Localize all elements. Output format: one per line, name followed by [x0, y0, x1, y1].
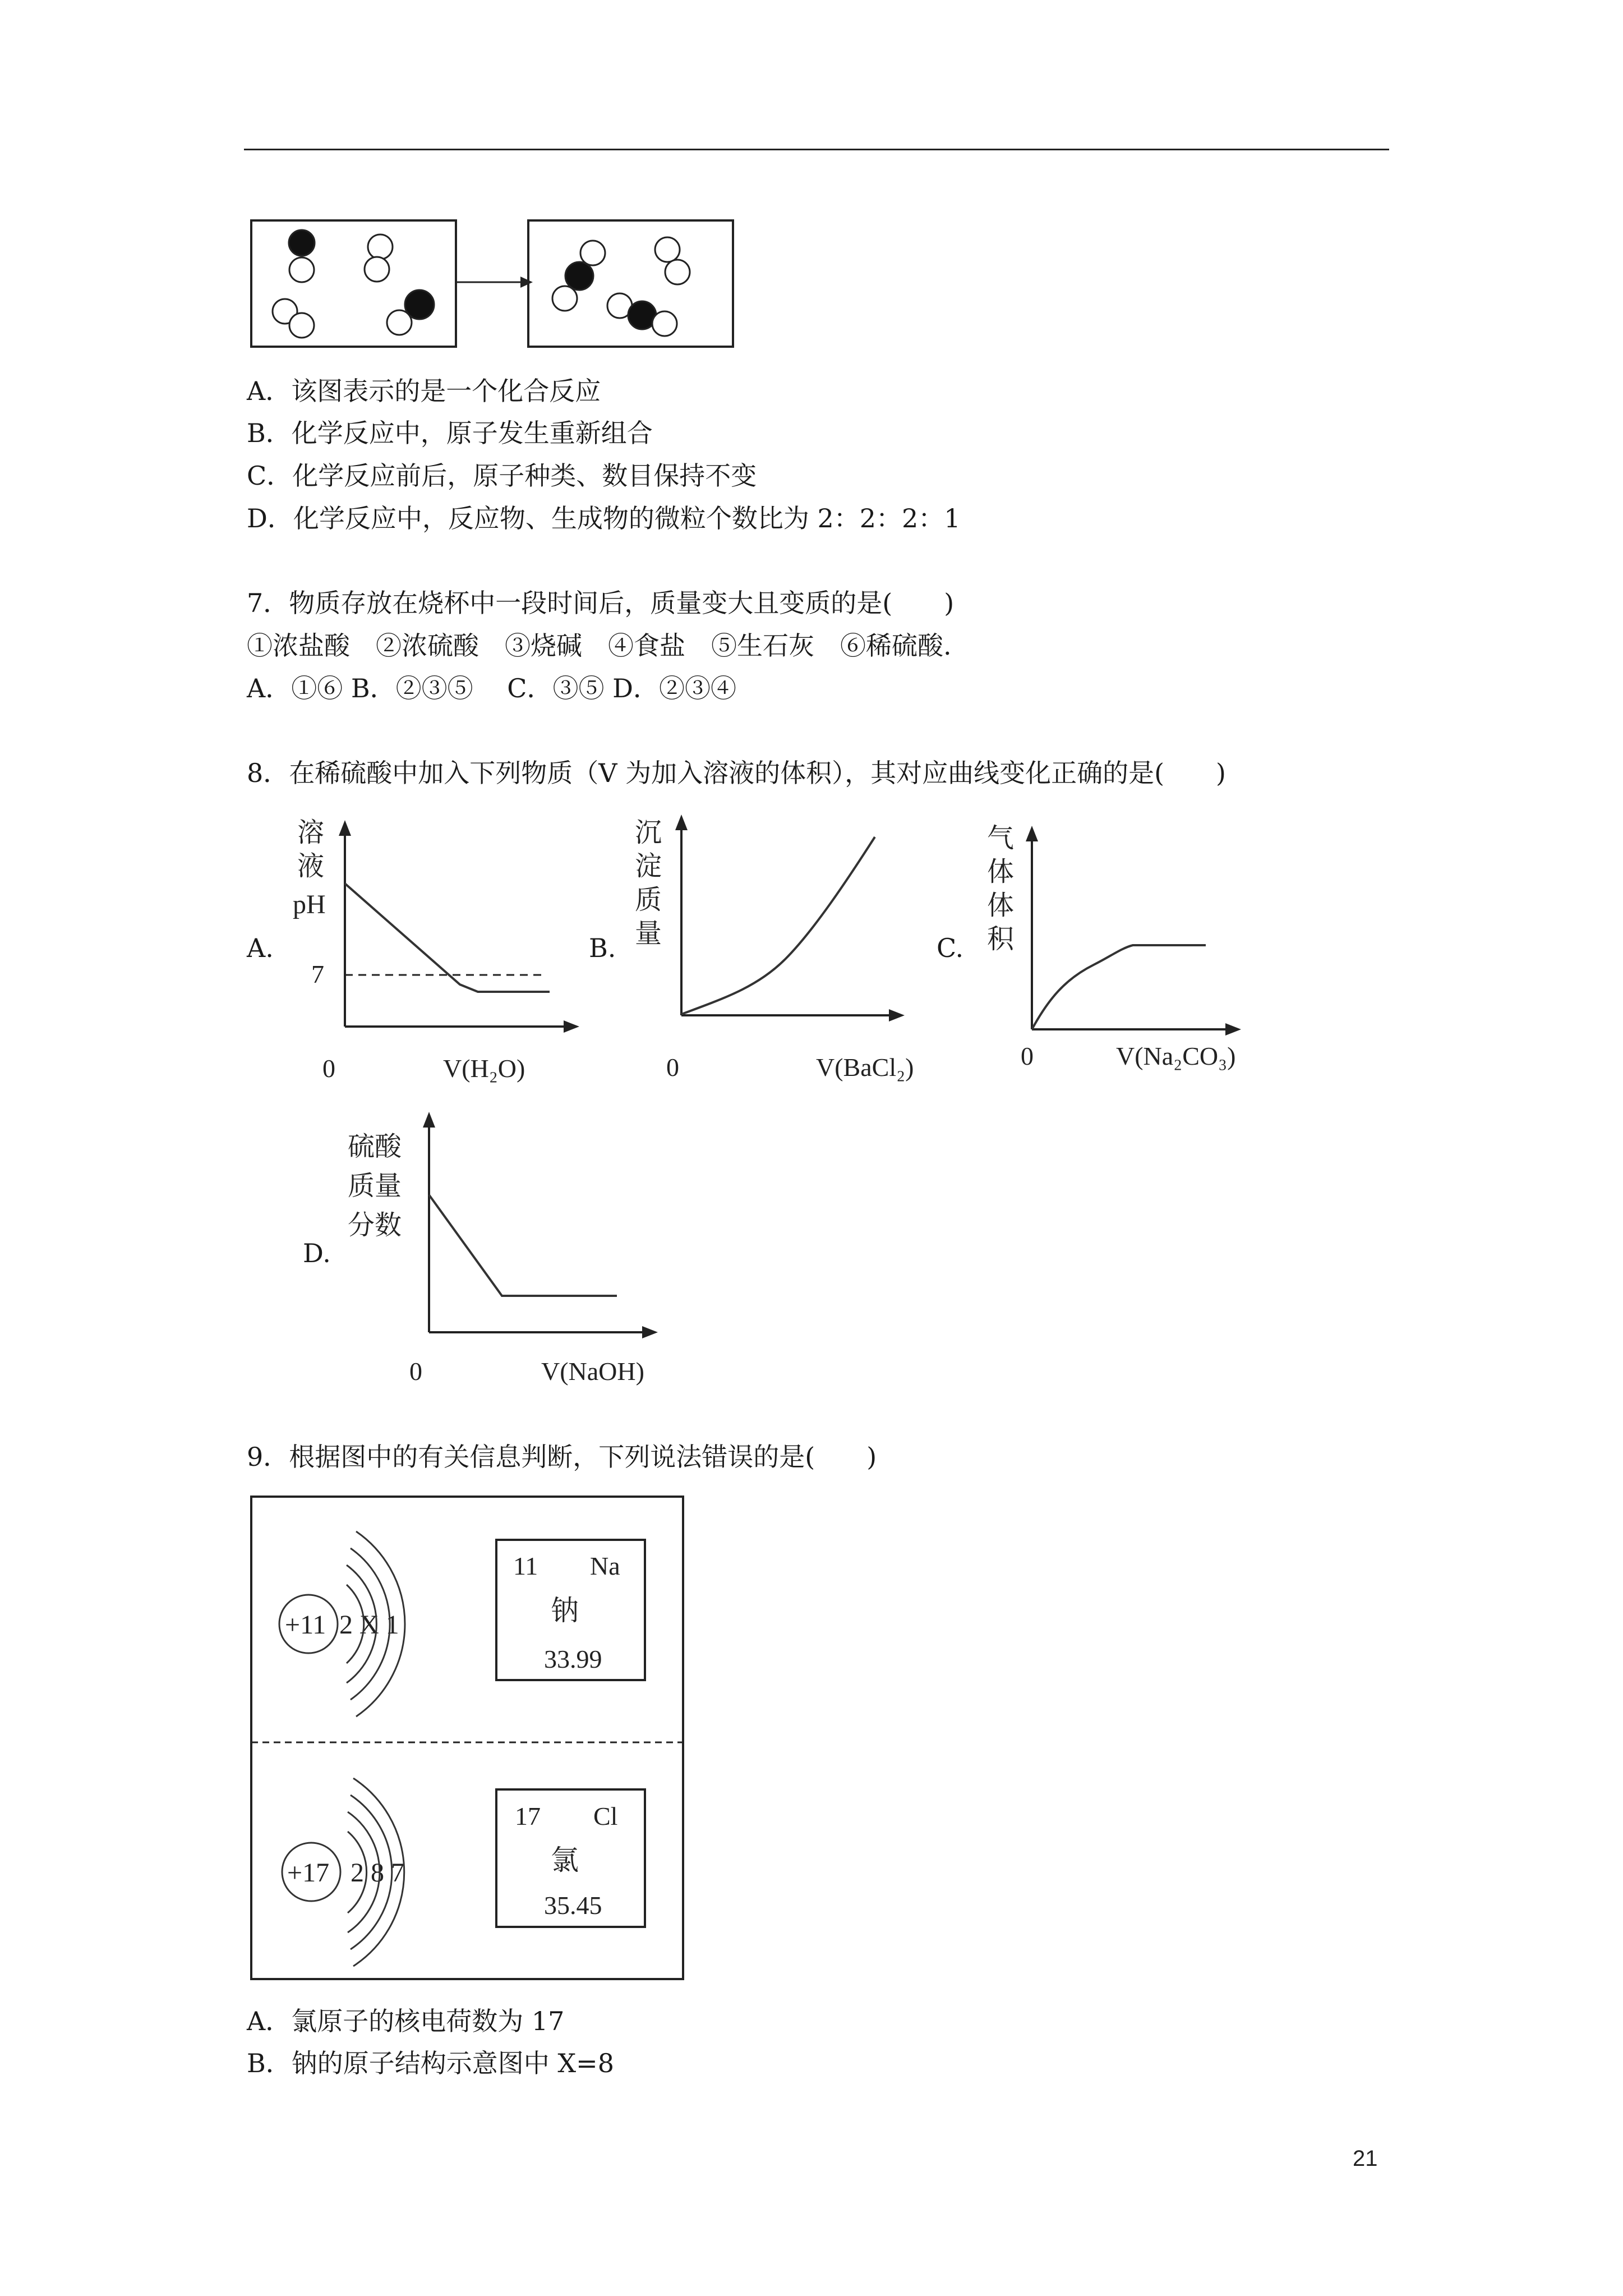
- graph-d: [336, 1105, 684, 1397]
- page-number: 21: [1353, 2146, 1378, 2171]
- graph-a-ylabel-1: 溶: [297, 817, 325, 848]
- graph-a-origin: 0: [322, 1054, 335, 1083]
- reaction-diagram: [247, 216, 740, 353]
- reactants-box: [251, 220, 456, 347]
- graph-c: [976, 819, 1267, 1088]
- na-symbol: Na: [590, 1552, 620, 1580]
- q9-option-a: A．氯原子的核电荷数为 17: [247, 2006, 565, 2036]
- q9-option-b: B．钠的原子结构示意图中 X=8: [247, 2048, 614, 2078]
- graph-a-ylabel-2: 液: [297, 850, 325, 882]
- graph-b-ylabel-4: 量: [635, 918, 662, 949]
- na-nucleus: +11: [285, 1610, 326, 1640]
- cl-mass: 35.45: [544, 1891, 602, 1920]
- header-rule: [244, 149, 1389, 150]
- graph-c-ylabel-1: 气: [987, 822, 1015, 854]
- graph-a-letter: A.: [247, 933, 274, 963]
- graph-c-ylabel-4: 积: [987, 923, 1015, 955]
- graph-b-ylabel-2: 淀: [635, 850, 662, 882]
- reaction-option-b: B．化学反应中，原子发生重新组合: [247, 418, 653, 448]
- graph-d-ylabel-2: 质量: [348, 1170, 402, 1202]
- graph-c-letter: C.: [937, 933, 964, 963]
- graph-a-ylabel-3: pH: [293, 890, 326, 919]
- reaction-option-a: A．该图表示的是一个化合反应: [247, 376, 601, 406]
- graph-a-tick-7: 7: [311, 960, 324, 988]
- graph-b: [623, 808, 948, 1099]
- graph-a-xlabel: V(H₂O): [443, 1054, 525, 1083]
- cl-nucleus: +17: [287, 1858, 330, 1888]
- q7-options: A．①⑥ B．②③⑤ C．③⑤ D．②③④: [247, 673, 736, 703]
- na-number: 11: [513, 1552, 538, 1580]
- cl-symbol: Cl: [593, 1802, 618, 1830]
- cl-name: 氯: [551, 1844, 579, 1876]
- graph-c-ylabel-3: 体: [987, 890, 1015, 921]
- graph-d-origin: 0: [409, 1357, 422, 1386]
- graph-b-ylabel-1: 沉: [635, 817, 662, 848]
- graph-a: [280, 813, 594, 1105]
- q9-stem: 9．根据图中的有关信息判断，下列说法错误的是( ): [247, 1442, 877, 1472]
- reaction-option-c: C．化学反应前后，原子种类、数目保持不变: [247, 461, 757, 491]
- products-box: [528, 220, 733, 347]
- graph-d-ylabel-1: 硫酸: [348, 1131, 402, 1162]
- graph-c-origin: 0: [1021, 1042, 1034, 1070]
- q7-items: ①浓盐酸 ②浓硫酸 ③烧碱 ④食盐 ⑤生石灰 ⑥稀硫酸.: [247, 631, 952, 661]
- cl-shells: 2 8 7: [351, 1858, 404, 1888]
- na-shells: 2 X 1: [339, 1610, 399, 1640]
- graph-b-origin: 0: [666, 1053, 679, 1082]
- graph-c-ylabel-2: 体: [987, 856, 1015, 887]
- cl-number: 17: [515, 1802, 541, 1830]
- q7-stem: 7．物质存放在烧杯中一段时间后，质量变大且变质的是( ): [247, 588, 955, 618]
- na-name: 钠: [551, 1594, 579, 1627]
- na-mass: 33.99: [544, 1645, 602, 1673]
- graph-b-xlabel: V(BaCl₂): [816, 1053, 914, 1082]
- graph-d-letter: D.: [303, 1238, 331, 1268]
- graph-c-xlabel: V(Na₂CO₃): [1116, 1042, 1236, 1070]
- graph-d-ylabel-3: 分数: [348, 1209, 402, 1241]
- atom-structure-figure: [247, 1492, 690, 1986]
- graph-b-ylabel-3: 质: [635, 884, 662, 915]
- graph-b-letter: B.: [589, 933, 616, 963]
- graph-d-xlabel: V(NaOH): [541, 1357, 644, 1386]
- reaction-option-d: D．化学反应中，反应物、生成物的微粒个数比为 2：2：2：1: [247, 503, 961, 533]
- q8-stem: 8．在稀硫酸中加入下列物质（V 为加入溶液的体积），其对应曲线变化正确的是( ): [247, 758, 1227, 788]
